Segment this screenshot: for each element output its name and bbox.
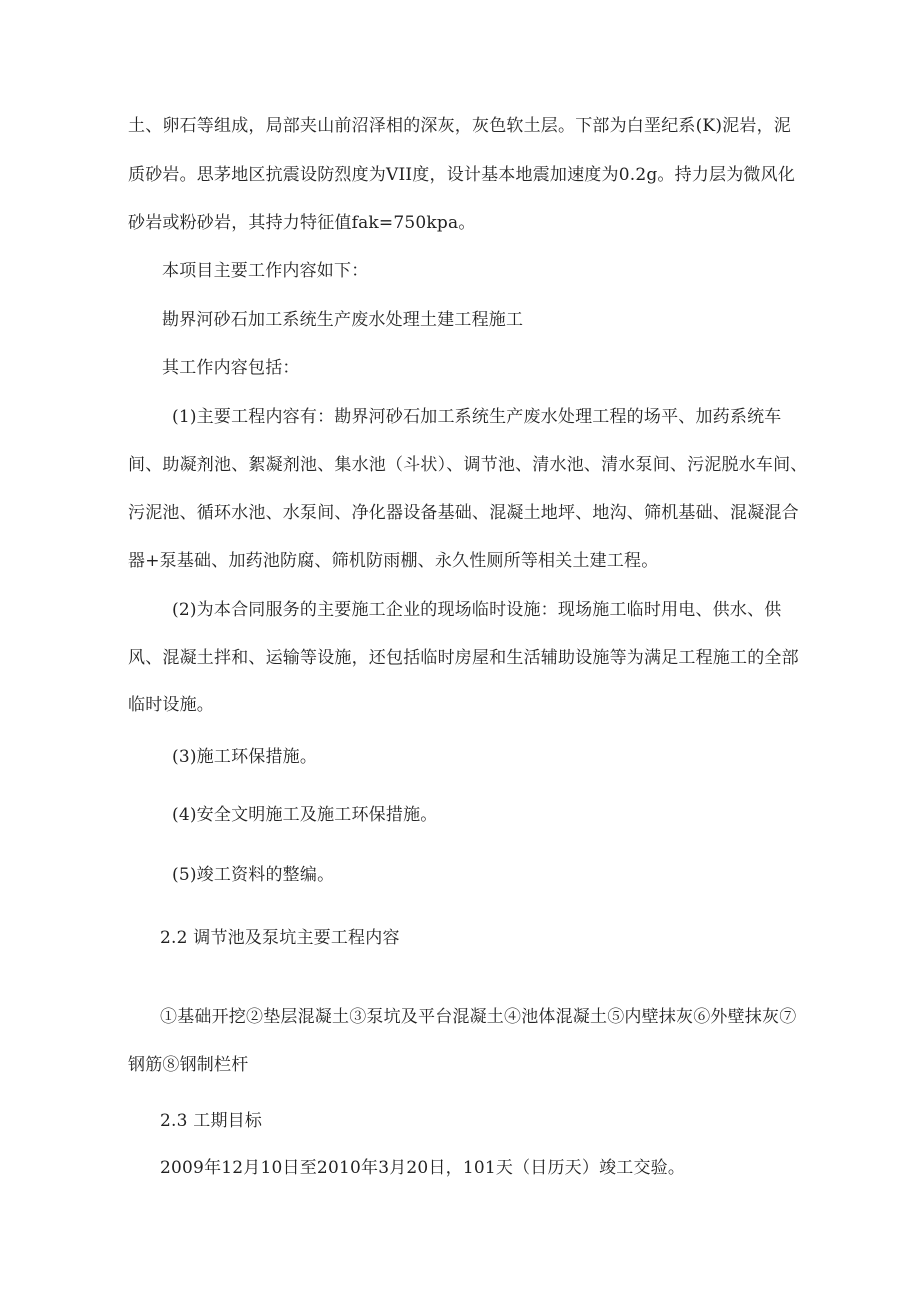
item-2-line-1: (2)为本合同服务的主要施工企业的现场临时设施：现场施工临时用电、供水、供 [172, 600, 782, 620]
section-2-2-line-1: ①基础开挖②垫层混凝土③泵坑及平台混凝土④池体混凝土⑤内壁抹灰⑥外壁抹灰⑦ [160, 1007, 797, 1027]
item-1-line-3: 污泥池、循环水池、水泵间、净化器设备基础、混凝土地坪、地沟、筛机基础、混凝混合 [128, 503, 799, 523]
section-2-3-heading: 2.3 工期目标 [160, 1111, 263, 1131]
intro-main-work: 本项目主要工作内容如下： [162, 261, 369, 281]
geology-line-3: 砂岩或粉砂岩，其持力特征值fak=750kpa。 [128, 213, 476, 233]
item-1-line-4: 器+泵基础、加药池防腐、筛机防雨棚、永久性厕所等相关土建工程。 [128, 551, 659, 571]
item-1-line-2: 间、助凝剂池、絮凝剂池、集水池（斗状）、调节池、清水池、清水泵间、污泥脱水车间、 [128, 455, 808, 475]
geology-line-2: 质砂岩。思茅地区抗震设防烈度为VII度，设计基本地震加速度为0.2g。持力层为微风化 [128, 165, 796, 185]
section-2-2-heading: 2.2 调节池及泵坑主要工程内容 [160, 928, 400, 948]
project-name: 勘界河砂石加工系统生产废水处理土建工程施工 [162, 310, 524, 330]
item-2-line-3: 临时设施。 [128, 695, 214, 715]
section-2-2-line-2: 钢筋⑧钢制栏杆 [128, 1055, 249, 1075]
geology-line-1: 土、卵石等组成，局部夹山前沼泽相的深灰，灰色软土层。下部为白垩纪系(K)泥岩，泥 [128, 116, 791, 136]
item-3: (3)施工环保措施。 [172, 747, 318, 767]
item-4: (4)安全文明施工及施工环保措施。 [172, 805, 438, 825]
item-5: (5)竣工资料的整编。 [172, 865, 335, 885]
section-2-3-text: 2009年12月10日至2010年3月20日，101天（日历天）竣工交验。 [160, 1158, 686, 1178]
item-1-line-1: (1)主要工程内容有：勘界河砂石加工系统生产废水处理工程的场平、加药系统车 [172, 407, 782, 427]
work-includes: 其工作内容包括： [162, 358, 300, 378]
item-2-line-2: 风、混凝土拌和、运输等设施，还包括临时房屋和生活辅助设施等为满足工程施工的全部 [128, 648, 799, 668]
